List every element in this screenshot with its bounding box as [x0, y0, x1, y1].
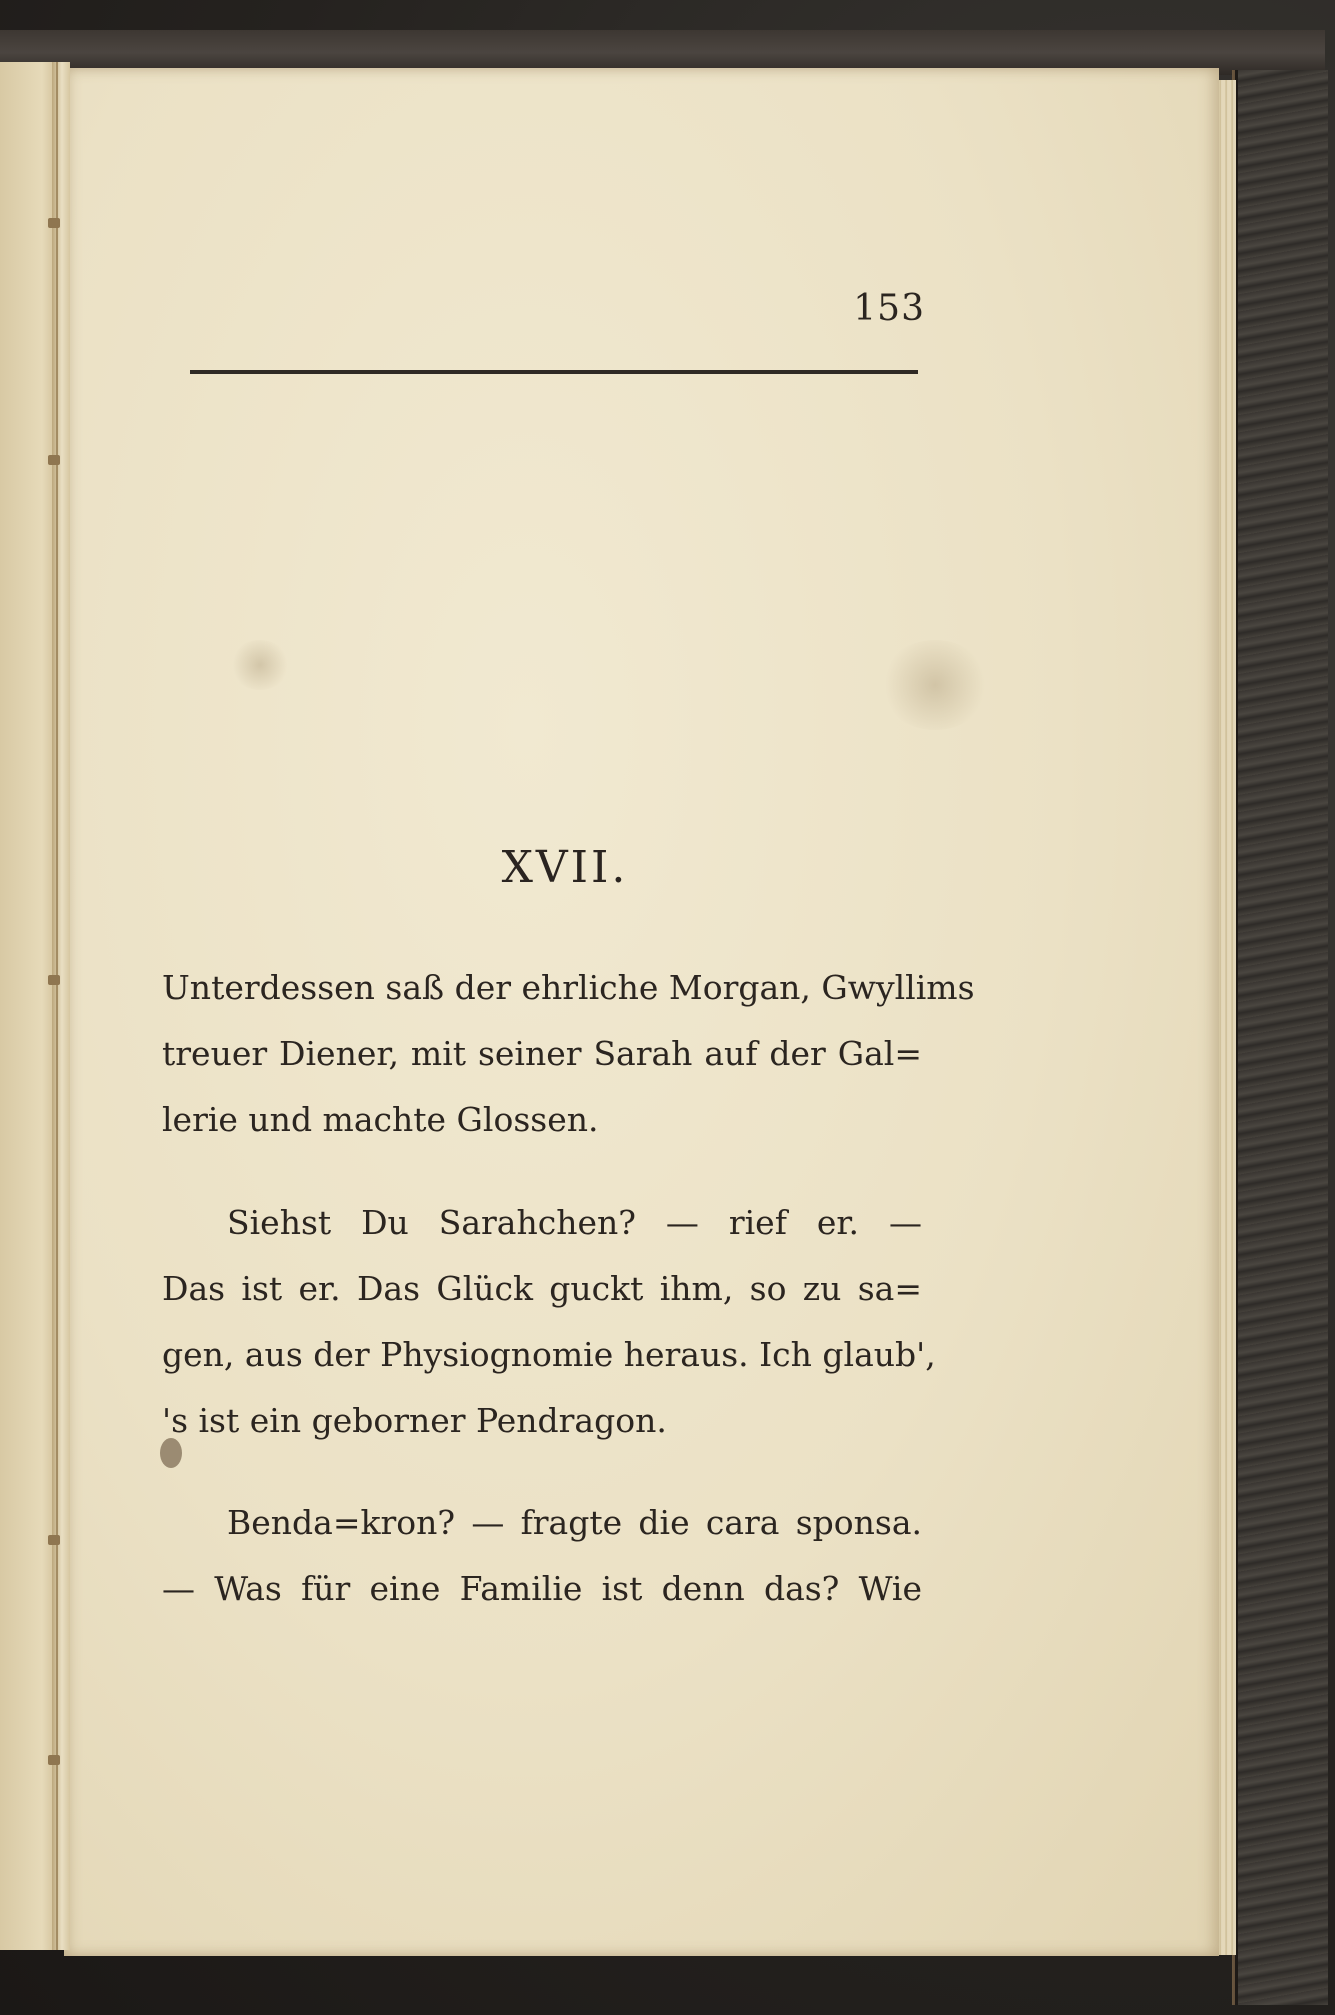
text-line: 's ist ein geborner Pendragon.: [162, 1401, 667, 1440]
text-line: Benda=kron? — fragte die cara sponsa.: [227, 1503, 922, 1542]
paragraph: [162, 1190, 936, 1454]
chapter-heading: XVII.: [501, 842, 629, 893]
marbled-board-right: [1235, 70, 1328, 2005]
paragraph: [162, 1490, 922, 1622]
text-line: Das ist er. Das Glück guckt ihm, so zu sa=: [162, 1269, 922, 1308]
text-line: Siehst Du Sarahchen? — rief er. —: [227, 1203, 922, 1242]
text-line: Unterdessen saß der ehrliche Morgan, Gwyllims: [162, 968, 975, 1007]
text-line: treuer Diener, mit seiner Sarah auf der Gal=: [162, 1034, 922, 1073]
paper-smudge: [880, 640, 990, 730]
binding-stitch: [48, 1755, 60, 1765]
page-number: 153: [853, 288, 925, 329]
facing-page-sliver: [0, 62, 60, 1950]
binding-stitch: [48, 455, 60, 465]
binding-thread: [56, 62, 58, 1950]
header-rule: [190, 370, 918, 374]
paper-smudge: [230, 640, 290, 690]
text-line: lerie und machte Glossen.: [162, 1100, 599, 1139]
paragraph: [162, 955, 975, 1153]
text-line: gen, aus der Physiognomie heraus. Ich glaub',: [162, 1335, 936, 1374]
text-line: — Was für eine Familie ist denn das? Wie: [162, 1569, 922, 1608]
page-gutter: [52, 62, 70, 1950]
binding-stitch: [48, 975, 60, 985]
binding-stitch: [48, 218, 60, 228]
binding-stitch: [48, 1535, 60, 1545]
